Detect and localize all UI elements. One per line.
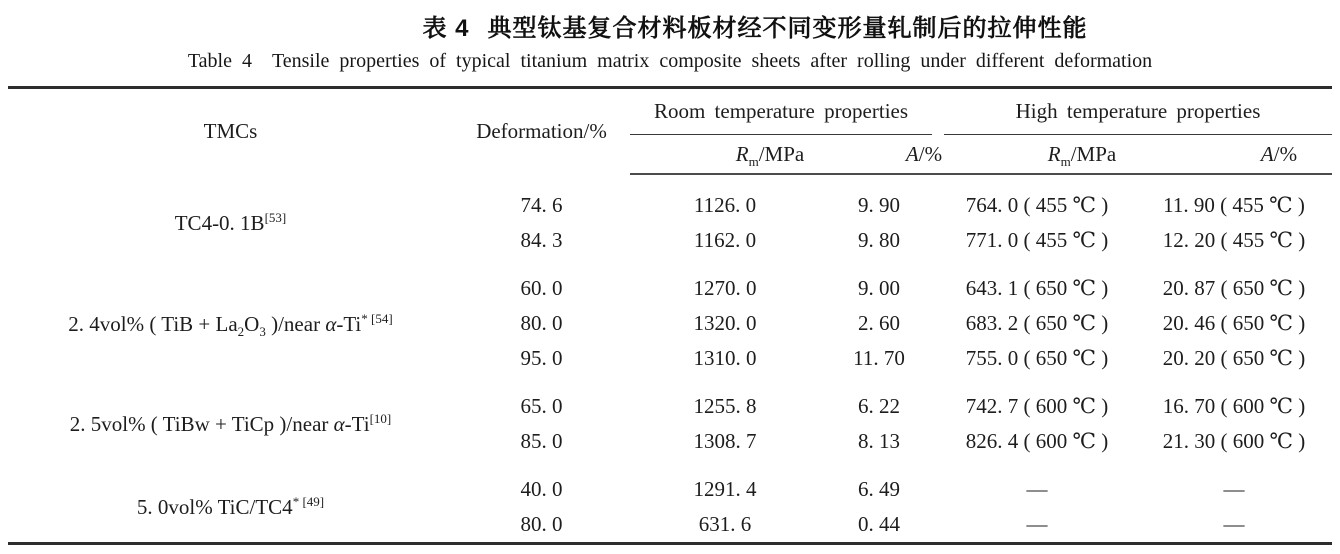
room-a-cell: 2. 60 — [858, 311, 900, 335]
tmc-label: TC4-0. 1B[53] — [174, 209, 287, 235]
header-row-groups — [8, 88, 1332, 136]
table-title-zh: 典型钛基复合材料板材经不同变形量轧制后的拉伸性能 — [487, 15, 1088, 42]
deformation-cell: 40. 0 — [520, 477, 563, 501]
a-percent-label: A/% — [1260, 141, 1298, 166]
table-title-en: Tensile properties of typical titanium matrix composite sheets after rolling under different deformation — [271, 50, 1153, 72]
col-header-deformation: Deformation/% — [476, 119, 607, 143]
deformation-cell: 80. 0 — [520, 512, 563, 536]
room-rm-cell: 1320. 0 — [693, 311, 757, 335]
table-row — [8, 174, 1332, 223]
room-a-cell: 9. 90 — [858, 193, 900, 217]
room-rm-cell: 1270. 0 — [693, 276, 757, 300]
room-a-cell: 8. 13 — [858, 429, 900, 453]
col-group-high-temperature — [938, 88, 1332, 136]
high-a-cell: 20. 20 ( 650 ℃ ) — [1162, 346, 1306, 370]
high-rm-cell: 742. 7 ( 600 ℃ ) — [965, 394, 1109, 418]
rm-mpa-label: $R_m$/MPa — [1047, 141, 1117, 169]
col-header-room-rm — [630, 135, 820, 174]
table-number-zh: 表 4 — [422, 15, 470, 42]
table-caption-zh — [85, 8, 1340, 43]
col-header-tmcs: TMCs — [203, 119, 258, 143]
room-a-cell: 6. 22 — [858, 394, 900, 418]
high-a-cell: 20. 46 ( 650 ℃ ) — [1162, 311, 1306, 335]
room-rm-cell: 1162. 0 — [693, 228, 757, 252]
table-header — [8, 88, 1332, 175]
table-number-en: Table 4 — [187, 50, 252, 72]
deformation-cell: 85. 0 — [520, 429, 563, 453]
high-rm-cell: — — [1026, 477, 1048, 501]
high-rm-cell: 826. 4 ( 600 ℃ ) — [965, 429, 1109, 453]
high-rm-cell: 755. 0 ( 650 ℃ ) — [965, 346, 1109, 370]
col-header-high-a — [1136, 135, 1332, 174]
deformation-cell: 60. 0 — [520, 276, 563, 300]
tmc-label: 2. 5vol% ( TiBw + TiCp )/near α-Ti[10] — [69, 411, 392, 436]
tmc-label: 5. 0vol% TiC/$TC4^{* [49]}$ — [136, 494, 325, 519]
room-a-cell: 6. 49 — [858, 477, 900, 501]
tmc-label-cell — [8, 459, 453, 544]
high-rm-cell: 771. 0 ( 455 ℃ ) — [965, 228, 1109, 252]
deformation-cell: 95. 0 — [520, 346, 563, 370]
room-a-cell: 9. 00 — [858, 276, 900, 300]
tmc-label-cell — [8, 258, 453, 376]
deformation-cell: 65. 0 — [520, 394, 563, 418]
paper-table-figure — [0, 8, 1340, 545]
rm-mpa-label: $R_m$/MPa — [735, 141, 805, 169]
col-header-high-rm — [938, 135, 1136, 174]
high-a-cell: 12. 20 ( 455 ℃ ) — [1162, 228, 1306, 252]
high-a-cell: 16. 70 ( 600 ℃ ) — [1162, 394, 1306, 418]
room-rm-cell: 1310. 0 — [693, 346, 757, 370]
room-rm-cell: 1308. 7 — [693, 429, 757, 453]
high-a-cell: 11. 90 ( 455 ℃ ) — [1163, 193, 1305, 217]
high-a-cell: — — [1223, 512, 1245, 536]
high-rm-cell: 683. 2 ( 650 ℃ ) — [965, 311, 1109, 335]
deformation-cell: 84. 3 — [520, 228, 563, 252]
col-group-room-temperature — [630, 88, 938, 136]
room-rm-cell: 1255. 8 — [693, 394, 757, 418]
high-rm-cell: 643. 1 ( 650 ℃ ) — [965, 276, 1109, 300]
col-header-room-a — [820, 135, 943, 174]
room-a-cell: 9. 80 — [858, 228, 900, 252]
table-row — [8, 258, 1332, 306]
tmc-label: 2. 4vol% ( TiB + $La_2O_3$ )/near $\alpha-Ti^{* [54]}$ — [68, 310, 393, 339]
col-group-high-label: High temperature properties — [944, 89, 1332, 135]
high-a-cell: — — [1223, 477, 1245, 501]
table-row — [8, 459, 1332, 507]
high-a-cell: 20. 87 ( 650 ℃ ) — [1162, 276, 1306, 300]
table-row — [8, 376, 1332, 424]
col-group-room-label: Room temperature properties — [630, 89, 932, 135]
room-a-cell: 11. 70 — [853, 346, 905, 370]
tensile-properties-table — [8, 86, 1332, 545]
table-caption-en — [0, 50, 1340, 73]
room-a-cell: 0. 44 — [858, 512, 900, 536]
high-rm-cell: 764. 0 ( 455 ℃ ) — [965, 193, 1109, 217]
room-rm-cell: 1291. 4 — [693, 477, 757, 501]
tmc-label-cell — [8, 376, 453, 459]
high-a-cell: 21. 30 ( 600 ℃ ) — [1162, 429, 1306, 453]
room-rm-cell: 1126. 0 — [693, 193, 757, 217]
table-body — [8, 174, 1332, 544]
tmc-label-cell — [8, 174, 453, 258]
high-rm-cell: — — [1026, 512, 1048, 536]
deformation-cell: 80. 0 — [520, 311, 563, 335]
room-rm-cell: 631. 6 — [698, 512, 752, 536]
deformation-cell: 74. 6 — [520, 192, 563, 217]
a-percent-label: A/% — [905, 141, 943, 166]
